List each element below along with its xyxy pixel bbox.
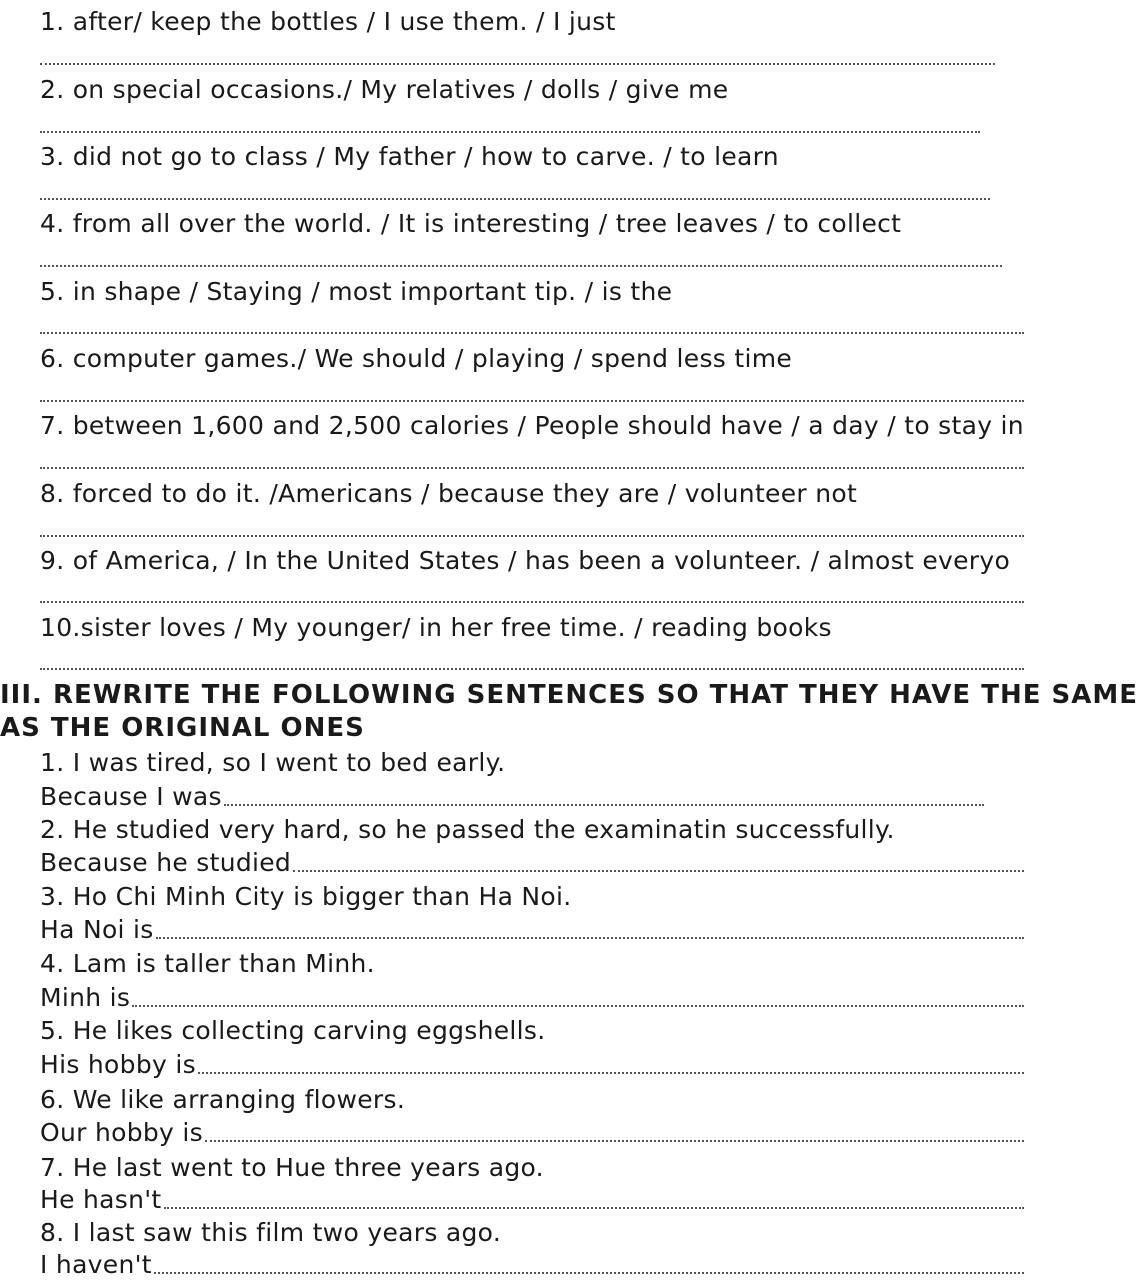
section-heading-line-1: III. REWRITE THE FOLLOWING SENTENCES SO THAT THEY HAVE THE SAME — [0, 680, 1138, 710]
rewrite-stem-5: His hobby is — [40, 1050, 196, 1079]
rewrite-answer-6[interactable] — [40, 1118, 1024, 1148]
rewrite-sentence-5: 5. He likes collecting carving eggshells. — [40, 1016, 546, 1045]
rewrite-answer-7[interactable] — [40, 1185, 1024, 1215]
rewrite-answer-3[interactable] — [40, 915, 1024, 945]
rewrite-answer-2[interactable] — [40, 848, 1024, 878]
answer-line-9[interactable] — [40, 601, 1024, 603]
reorder-item-2: 2. on special occasions./ My relatives / dolls / give me — [40, 75, 729, 104]
rewrite-answer-1[interactable] — [40, 782, 984, 812]
reorder-item-8: 8. forced to do it. /Americans / because they are / volunteer not — [40, 479, 858, 508]
reorder-item-4: 4. from all over the world. / It is interesting / tree leaves / to collect — [40, 209, 902, 238]
reorder-item-6: 6. computer games./ We should / playing / spend less time — [40, 344, 793, 373]
answer-line-5[interactable] — [40, 332, 1024, 334]
section-heading-line-2: AS THE ORIGINAL ONES — [0, 713, 365, 743]
rewrite-sentence-3: 3. Ho Chi Minh City is bigger than Ha Noi. — [40, 882, 572, 911]
rewrite-fill-line-5[interactable] — [198, 1072, 1024, 1074]
rewrite-fill-line-1[interactable] — [224, 804, 984, 806]
rewrite-stem-8: I haven't — [40, 1250, 152, 1279]
rewrite-fill-line-3[interactable] — [156, 937, 1024, 939]
answer-line-8[interactable] — [40, 535, 1024, 537]
rewrite-stem-7: He hasn't — [40, 1185, 162, 1214]
rewrite-fill-line-2[interactable] — [293, 870, 1024, 872]
rewrite-sentence-7: 7. He last went to Hue three years ago. — [40, 1153, 544, 1182]
reorder-item-7: 7. between 1,600 and 2,500 calories / People should have / a day / to stay in — [40, 411, 1024, 440]
rewrite-fill-line-8[interactable] — [154, 1272, 1024, 1274]
answer-line-2[interactable] — [40, 131, 980, 133]
rewrite-answer-4[interactable] — [40, 983, 1024, 1013]
rewrite-sentence-4: 4. Lam is taller than Minh. — [40, 949, 375, 978]
answer-line-1[interactable] — [40, 63, 995, 65]
rewrite-fill-line-7[interactable] — [164, 1207, 1024, 1209]
reorder-item-1: 1. after/ keep the bottles / I use them. / I just — [40, 7, 616, 36]
rewrite-stem-3: Ha Noi is — [40, 915, 154, 944]
rewrite-fill-line-4[interactable] — [132, 1005, 1024, 1007]
reorder-item-10: 10.sister loves / My younger/ in her free time. / reading books — [40, 613, 832, 642]
rewrite-fill-line-6[interactable] — [205, 1140, 1024, 1142]
rewrite-sentence-8: 8. I last saw this film two years ago. — [40, 1218, 502, 1247]
rewrite-stem-2: Because he studied — [40, 848, 292, 877]
answer-line-10[interactable] — [40, 668, 1024, 670]
rewrite-stem-4: Minh is — [40, 983, 131, 1012]
answer-line-6[interactable] — [40, 400, 1024, 402]
rewrite-answer-8[interactable] — [40, 1250, 1024, 1280]
reorder-item-9: 9. of America, / In the United States / has been a volunteer. / almost everyo — [40, 546, 1011, 575]
rewrite-sentence-1: 1. I was tired, so I went to bed early. — [40, 748, 506, 777]
answer-line-7[interactable] — [40, 467, 1024, 469]
reorder-item-5: 5. in shape / Staying / most important tip. / is the — [40, 277, 673, 306]
answer-line-3[interactable] — [40, 198, 990, 200]
rewrite-stem-1: Because I was — [40, 782, 222, 811]
answer-line-4[interactable] — [40, 265, 1002, 267]
rewrite-sentence-2: 2. He studied very hard, so he passed the examinatin successfully. — [40, 815, 895, 844]
rewrite-stem-6: Our hobby is — [40, 1118, 203, 1147]
reorder-item-3: 3. did not go to class / My father / how to carve. / to learn — [40, 142, 779, 171]
rewrite-answer-5[interactable] — [40, 1050, 1024, 1080]
rewrite-sentence-6: 6. We like arranging flowers. — [40, 1085, 406, 1114]
